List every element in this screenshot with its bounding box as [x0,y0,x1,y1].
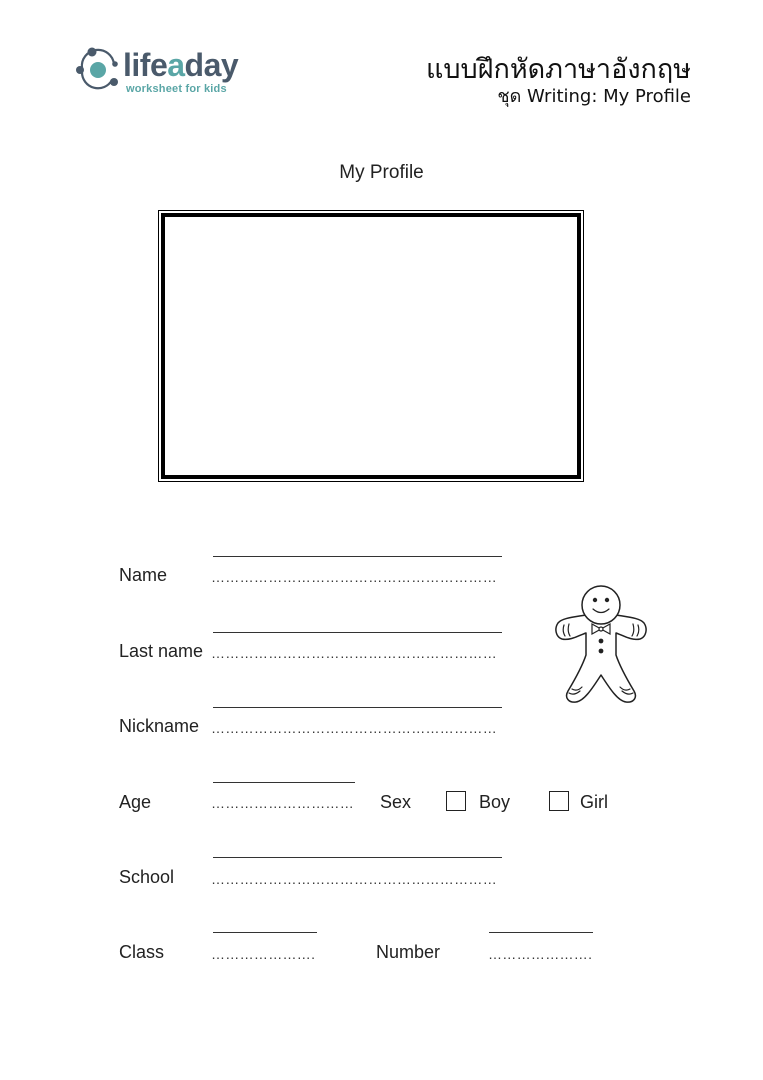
boy-checkbox[interactable] [446,791,466,811]
nickname-dotted-line[interactable]: …………………………………………………… [211,720,497,736]
photo-frame-inner [161,213,581,479]
boy-label: Boy [479,792,511,812]
profile-heading: My Profile [339,162,424,183]
lifeaday-logo [74,44,264,104]
name-answer-line[interactable] [213,556,502,557]
photo-frame [158,210,584,482]
age-label: Age [119,792,152,812]
number-label: Number [376,942,441,962]
name-dotted-line[interactable]: …………………………………………………… [211,569,497,585]
worksheet-title: แบบฝึกหัดภาษาอังกฤษ [426,54,691,85]
school-dotted-line[interactable]: …………………………………………………… [211,871,497,887]
lastname-dotted-line[interactable]: …………………………………………………… [211,645,497,661]
logo-word-day: day [184,47,239,83]
logo-word-a: a [167,47,185,83]
number-answer-line[interactable] [489,932,593,933]
nickname-answer-line[interactable] [213,707,502,708]
lastname-label: Last name [119,641,204,661]
lastname-answer-line[interactable] [213,632,502,633]
gingerbread-man-icon [552,585,650,707]
molecule-logo-icon [74,44,124,94]
age-answer-line[interactable] [213,782,355,783]
girl-checkbox[interactable] [549,791,569,811]
school-label: School [119,867,175,887]
logo-tagline: worksheet for kids [126,83,227,95]
nickname-label: Nickname [119,716,200,736]
class-answer-line[interactable] [213,932,317,933]
logo-word-life: life [123,47,168,83]
age-dotted-line[interactable]: ………………………… [211,795,354,811]
class-dotted-line[interactable]: …………………. [211,946,316,962]
name-label: Name [119,565,168,585]
sex-label: Sex [380,792,412,812]
logo-wordmark [123,47,238,83]
school-answer-line[interactable] [213,857,502,858]
class-label: Class [119,942,165,962]
worksheet-subtitle: ชุด Writing: My Profile [497,86,691,107]
girl-label: Girl [580,792,608,812]
number-dotted-line[interactable]: …………………. [488,946,593,962]
